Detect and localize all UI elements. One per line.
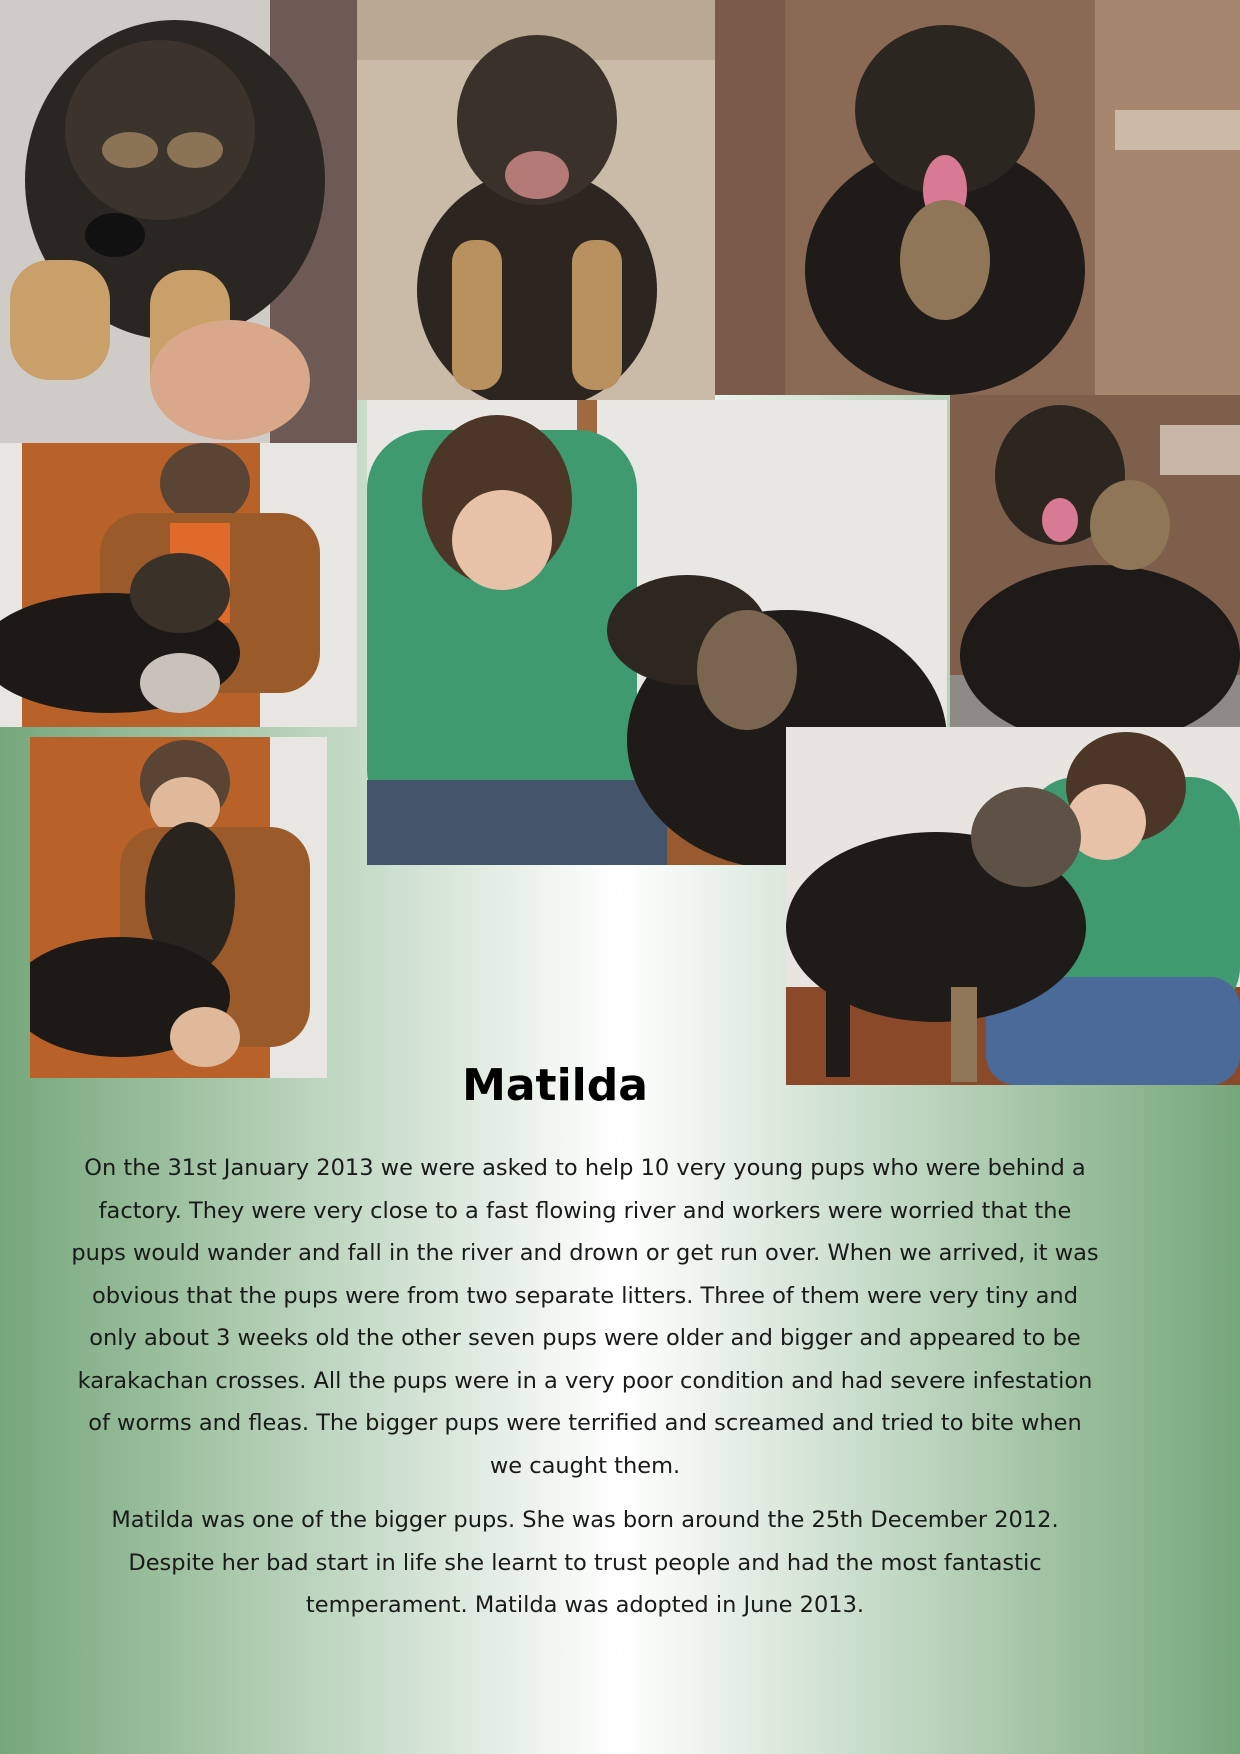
- photo-man-with-dog: [0, 443, 357, 727]
- photo-puppy-sitting: [357, 0, 715, 400]
- photo-girl-kissing-dog: [786, 727, 1240, 1085]
- story-text: [70, 1147, 1100, 1639]
- photo-puppy-paw-raised: [950, 395, 1240, 727]
- page-title: Matilda: [462, 1060, 648, 1111]
- story-paragraph: On the 31st January 2013 we were asked to help 10 very young pups who were behind a factory. They were very close to a fast flowing river and workers were worried that the pups would wander and fall in the river and drown or get run over. When we arrived, it was obvious that the pups were from two separate litters. Three of them were very tiny and only about 3 weeks old the other seven pups were older and bigger and appeared to be karakachan crosses. All the pups were in a very poor condition and had severe infestation of worms and fleas. The bigger pups were terrified and screamed and tried to bite when we caught them.: [71, 1155, 1099, 1479]
- story-paragraph: Matilda was one of the bigger pups. She was born around the 25th December 2012. Despite her bad start in life she learnt to trust people and had the most fantastic temperament. Matilda was adopted in June 2013.: [111, 1507, 1059, 1618]
- photo-puppy-fence: [715, 0, 1240, 395]
- photo-man-hugging-dog: [30, 737, 327, 1078]
- photo-puppy-held: [0, 0, 357, 443]
